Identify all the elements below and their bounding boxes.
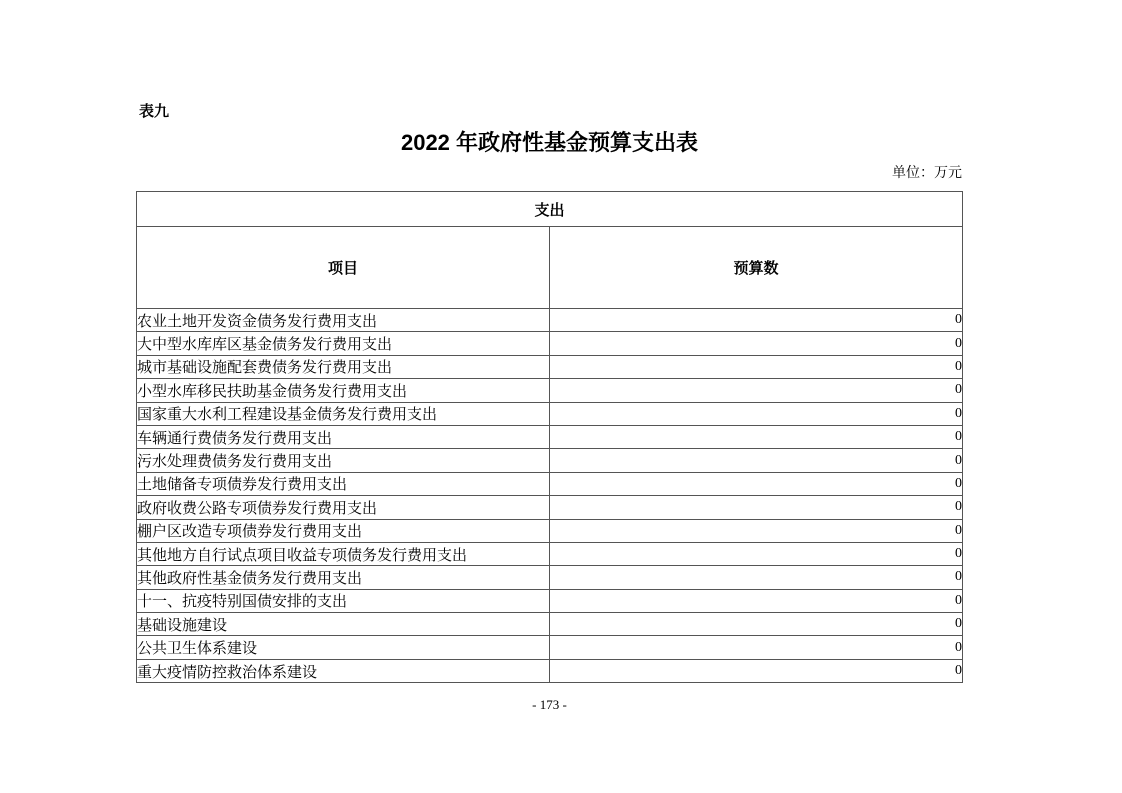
value-cell: 0 <box>550 589 963 612</box>
item-cell: 其他政府性基金债务发行费用支出 <box>137 566 550 589</box>
table-row <box>137 402 963 425</box>
item-cell: 土地储备专项债券发行费用支出 <box>137 472 550 495</box>
item-cell: 棚户区改造专项债券发行费用支出 <box>137 519 550 542</box>
table-row <box>137 379 963 402</box>
value-cell: 0 <box>550 425 963 448</box>
table-row <box>137 449 963 472</box>
item-cell: 公共卫生体系建设 <box>137 636 550 659</box>
value-cell: 0 <box>550 519 963 542</box>
table-row <box>137 355 963 378</box>
item-cell: 十一、抗疫特别国债安排的支出 <box>137 589 550 612</box>
value-cell: 0 <box>550 379 963 402</box>
table-row <box>137 613 963 636</box>
group-header-row <box>137 192 963 227</box>
value-cell: 0 <box>550 542 963 565</box>
value-cell: 0 <box>550 355 963 378</box>
table-label: 表九 <box>139 103 170 120</box>
item-cell: 污水处理费债务发行费用支出 <box>137 449 550 472</box>
table-row <box>137 472 963 495</box>
item-cell: 重大疫情防控救治体系建设 <box>137 659 550 682</box>
item-cell: 城市基础设施配套费债务发行费用支出 <box>137 355 550 378</box>
table-header <box>137 192 963 309</box>
item-cell: 大中型水库库区基金债务发行费用支出 <box>137 332 550 355</box>
table-row <box>137 659 963 682</box>
page-title: 2022 年政府性基金预算支出表 <box>400 130 699 155</box>
value-cell: 0 <box>550 659 963 682</box>
item-cell: 其他地方自行试点项目收益专项债务发行费用支出 <box>137 542 550 565</box>
table-row <box>137 589 963 612</box>
value-cell: 0 <box>550 309 963 332</box>
budget-table <box>136 191 963 683</box>
item-cell: 小型水库移民扶助基金债务发行费用支出 <box>137 379 550 402</box>
table-body <box>137 309 963 683</box>
column-header-value: 预算数 <box>550 227 963 309</box>
table-row <box>137 519 963 542</box>
table-row <box>137 425 963 448</box>
value-cell: 0 <box>550 449 963 472</box>
value-cell: 0 <box>550 496 963 519</box>
table-row <box>137 332 963 355</box>
table-row <box>137 309 963 332</box>
value-cell: 0 <box>550 566 963 589</box>
item-cell: 政府收费公路专项债券发行费用支出 <box>137 496 550 519</box>
value-cell: 0 <box>550 332 963 355</box>
table-row <box>137 542 963 565</box>
column-header-row <box>137 227 963 309</box>
table-group-header: 支出 <box>137 192 963 227</box>
unit-note: 单位：万元 <box>892 166 962 181</box>
table-row <box>137 636 963 659</box>
value-cell: 0 <box>550 636 963 659</box>
item-cell: 基础设施建设 <box>137 613 550 636</box>
page-number: - 173 - <box>532 697 567 712</box>
column-header-item: 项目 <box>137 227 550 309</box>
value-cell: 0 <box>550 613 963 636</box>
table-row <box>137 566 963 589</box>
item-cell: 国家重大水利工程建设基金债务发行费用支出 <box>137 402 550 425</box>
value-cell: 0 <box>550 402 963 425</box>
table-row <box>137 496 963 519</box>
item-cell: 车辆通行费债务发行费用支出 <box>137 425 550 448</box>
value-cell: 0 <box>550 472 963 495</box>
item-cell: 农业土地开发资金债务发行费用支出 <box>137 309 550 332</box>
